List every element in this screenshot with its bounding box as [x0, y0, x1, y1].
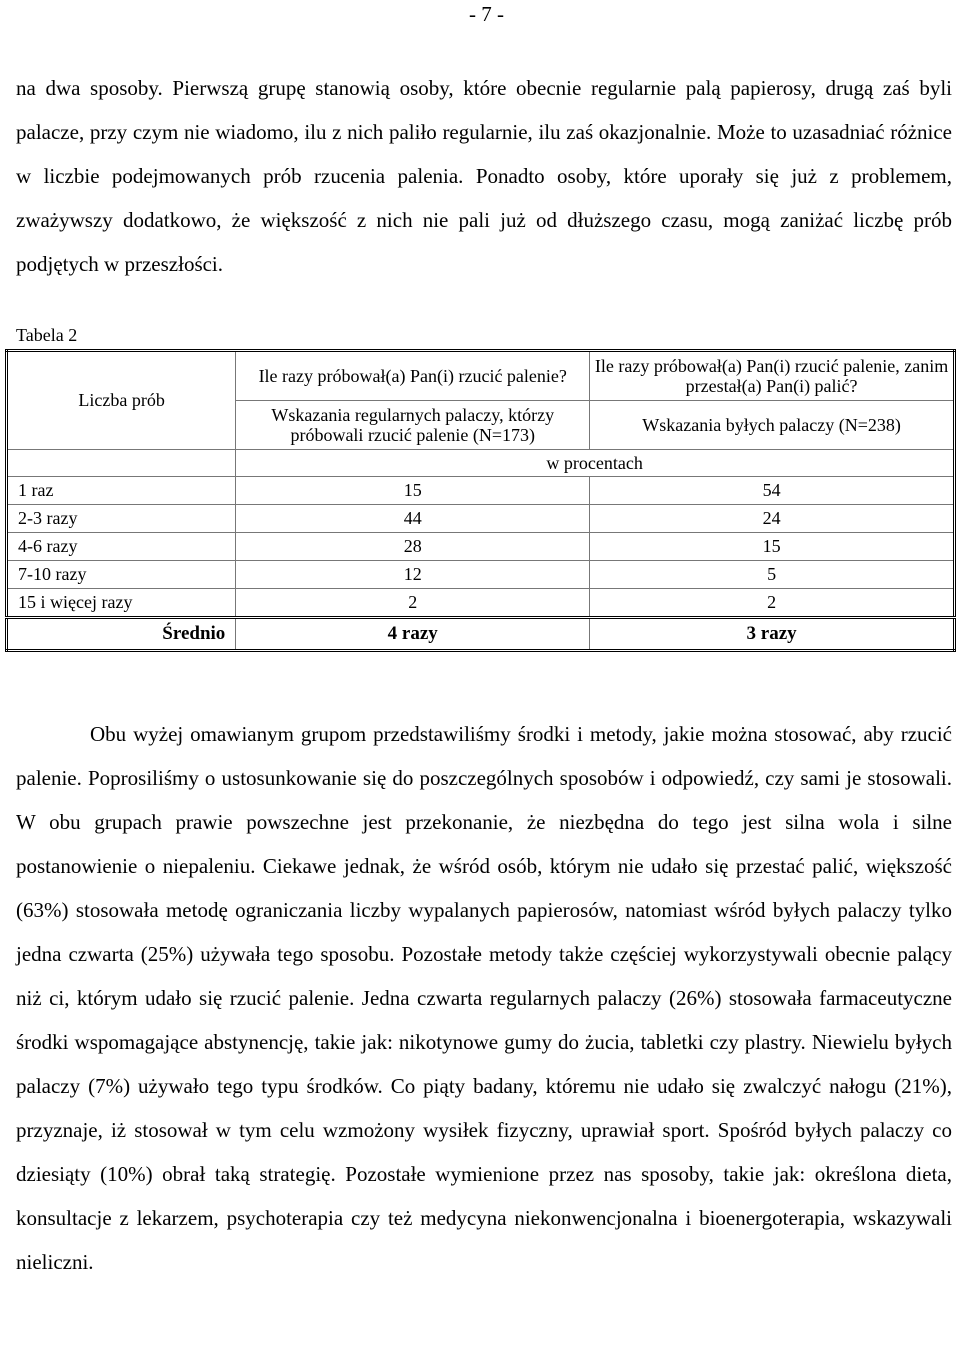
- row-value-col2: 24: [590, 505, 955, 533]
- paragraph-methods: Obu wyżej omawianym grupom przedstawiliśmy środki i metody, jakie można stosować, aby rzucić palenie. Poprosiliśmy o ustosunkowanie się do poszczególnych sposobów i odpowiedź, czy sami je stosowali. W obu grupach prawie powszechne jest przekonanie, że niezbędna do tego jest silna wola i silne postanowienie o niepaleniu. Ciekawe jednak, że wśród osób, którym nie udało się przestać palić, większość (63%) stosowała metodę ograniczania liczby wypalanych papierosów, natomiast wśród byłych palaczy tylko jedna czwarta (25%) używała tego sposobu. Pozostałe metody także częściej wykorzystywali obecnie palący niż ci, którym udało się rzucić palenie. Jedna czwarta regularnych palaczy (26%) stosowała farmaceutyczne środki wspomagające abstynencję, takie jak: nikotynowe gumy do żucia, tabletki czy plastry. Niewielu byłych palaczy (7%) używało tego typu środków. Co piąty badany, któremu nie udało się zwalczyć nałogu (21%), przyznaje, iż stosował w tym celu wzmożony wysiłek fizyczny, uprawiał sport. Spośród byłych palaczy co dziesiąty (10%) obrał taką strategię. Pozostałe wymienione przez nas sposoby, takie jak: określona dieta, konsultacje z lekarzem, psychoterapia czy też medycyna niekonwencjonalna i bioenergoterapia, wskazywali nieliczni.: [16, 722, 952, 1274]
- row-value-col1: 12: [236, 561, 590, 589]
- paragraph-intro: na dwa sposoby. Pierwszą grupę stanowią osoby, które obecnie regularnie palą papierosy, drugą zaś byli palacze, przy czym nie wiadomo, ilu z nich paliło regularnie, ilu zaś okazjonalnie. Może to uzasadniać różnice w liczbie podejmowanych prób rzucenia palenia. Ponadto osoby, które uporały się już z problemem, zważywszy dodatkowo, że większość z nich nie pali już od dłuższego czasu, mogą zaniżać liczbę prób podjętych w przeszłości.: [16, 76, 952, 276]
- page-number: - 7 -: [469, 2, 504, 26]
- table-average-row: [7, 618, 955, 651]
- row-label: 15 i więcej razy: [7, 589, 236, 618]
- table-row: [7, 589, 955, 618]
- row-value-col2: 54: [590, 477, 955, 505]
- table-header-row-question: [7, 351, 955, 401]
- average-value-col1: 4 razy: [236, 618, 590, 651]
- row-value-col2: 5: [590, 561, 955, 589]
- average-value-col2: 3 razy: [590, 618, 955, 651]
- col1-group-header: Wskazania regularnych palaczy, którzy próbowali rzucić palenie (N=173): [236, 401, 590, 450]
- row-value-col2: 15: [590, 533, 955, 561]
- table-caption: Tabela 2: [16, 325, 78, 345]
- row-label: 2-3 razy: [7, 505, 236, 533]
- row-value-col1: 28: [236, 533, 590, 561]
- row-header-cell: Liczba prób: [7, 351, 236, 450]
- row-value-col1: 15: [236, 477, 590, 505]
- unit-empty-cell: [7, 450, 236, 477]
- table-row: [7, 477, 955, 505]
- average-label: Średnio: [7, 618, 236, 651]
- row-label: 7-10 razy: [7, 561, 236, 589]
- table-unit-row: [7, 450, 955, 477]
- row-label: 4-6 razy: [7, 533, 236, 561]
- col2-question-header: Ile razy próbował(a) Pan(i) rzucić palenie, zanim przestał(a) Pan(i) palić?: [590, 351, 955, 401]
- table-row: [7, 505, 955, 533]
- unit-cell: w procentach: [236, 450, 955, 477]
- table-row: [7, 561, 955, 589]
- row-value-col1: 44: [236, 505, 590, 533]
- col2-group-header: Wskazania byłych palaczy (N=238): [590, 401, 955, 450]
- data-table: [5, 349, 956, 652]
- col1-question-header: Ile razy próbował(a) Pan(i) rzucić palenie?: [236, 351, 590, 401]
- row-label: 1 raz: [7, 477, 236, 505]
- table-row: [7, 533, 955, 561]
- row-value-col1: 2: [236, 589, 590, 618]
- row-value-col2: 2: [590, 589, 955, 618]
